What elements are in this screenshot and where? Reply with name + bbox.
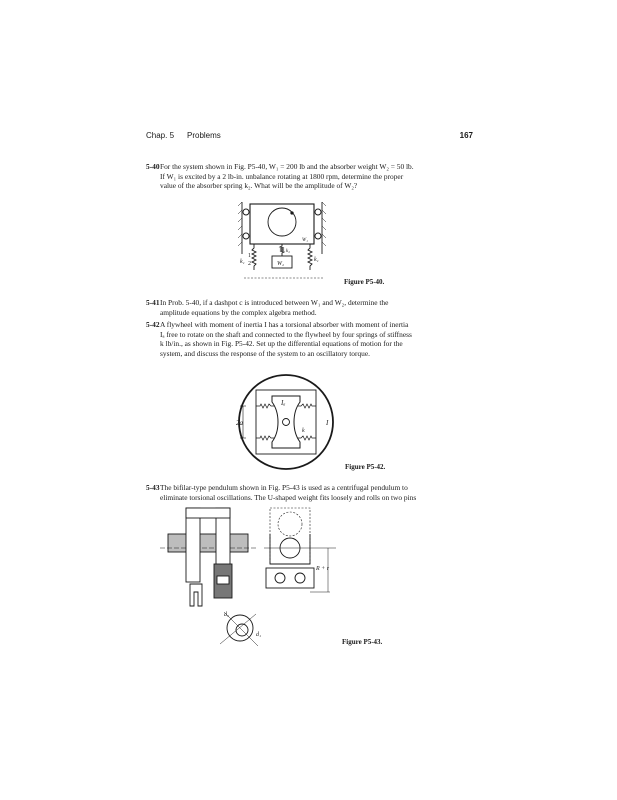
- section-label: Problems: [187, 131, 221, 140]
- problem-text-line: Iₐ free to rotate on the shaft and connected to the flywheel by four springs of stiffness: [160, 329, 412, 339]
- chapter-label: Chap. 5: [146, 131, 175, 140]
- d2-label: d₂: [224, 612, 230, 618]
- d1-label: d₁: [256, 632, 262, 638]
- k-label: k: [302, 428, 305, 434]
- problem-5-42: [146, 320, 476, 358]
- k1-right-label: k₁: [314, 257, 319, 263]
- problem-text-line: amplitude equations by the complex algebra method.: [160, 307, 317, 317]
- figure-caption-p5-40: Figure P5-40.: [344, 278, 385, 286]
- figure-p5-42: [228, 372, 344, 472]
- problem-text-line: value of the absorber spring k₂. What will be the amplitude of W₂?: [160, 181, 358, 191]
- two-a-label: 2a: [236, 419, 243, 427]
- problem-number: 5-43: [146, 483, 160, 492]
- problem-text-line: For the system shown in Fig. P5-40, W₁ = 200 lb and the absorber weight W₂ = 50 lb.: [160, 162, 414, 171]
- problem-number: 5-42: [146, 320, 160, 329]
- r-plus-r-label: R + r: [316, 566, 330, 572]
- k1-left-label: k₁: [240, 259, 245, 265]
- figure-caption-p5-42: Figure P5-42.: [345, 463, 386, 471]
- problem-5-43: [146, 483, 476, 502]
- page-number: 167: [459, 131, 473, 140]
- problem-text-line: If W₁ is excited by a 2 lb-in. unbalance rotating at 1800 rpm, determine the proper: [160, 171, 404, 181]
- problem-number: 5-41: [146, 298, 160, 307]
- figure-caption-p5-43: Figure P5-43.: [342, 638, 383, 646]
- problem-text-line: eliminate torsional oscillations. The U-shaped weight fits loosely and rolls on two pins: [160, 492, 417, 502]
- problem-5-40: [146, 162, 476, 191]
- page-header: [146, 131, 473, 145]
- ia-label: Iₐ: [281, 399, 286, 407]
- i-label: I: [326, 419, 329, 427]
- k2-label: k₂: [286, 249, 290, 254]
- half-numerator: 1: [248, 253, 251, 259]
- problem-text-line: system, and discuss the response of the system to an oscillatory torque.: [160, 348, 370, 358]
- figure-p5-43: [160, 504, 350, 654]
- problem-number: 5-40: [146, 162, 160, 171]
- problem-text-line: k lb/in., as shown in Fig. P5-42. Set up the differential equations of motion for the: [160, 339, 403, 349]
- half-denominator: 2: [248, 261, 251, 267]
- w1-label: W₁: [302, 238, 308, 243]
- problem-text-line: A flywheel with moment of inertia I has a torsional absorber with moment of inertia: [160, 320, 409, 329]
- problem-text-line: The bifilar-type pendulum shown in Fig. P5-43 is used as a centrifugal pendulum to: [160, 483, 408, 492]
- problem-5-41: [146, 298, 476, 317]
- problem-text-line: In Prob. 5-40, if a dashpot c is introduced between W₁ and W₂, determine the: [160, 298, 389, 307]
- figure-p5-40: [236, 198, 336, 288]
- w2-label: W₂: [277, 261, 285, 267]
